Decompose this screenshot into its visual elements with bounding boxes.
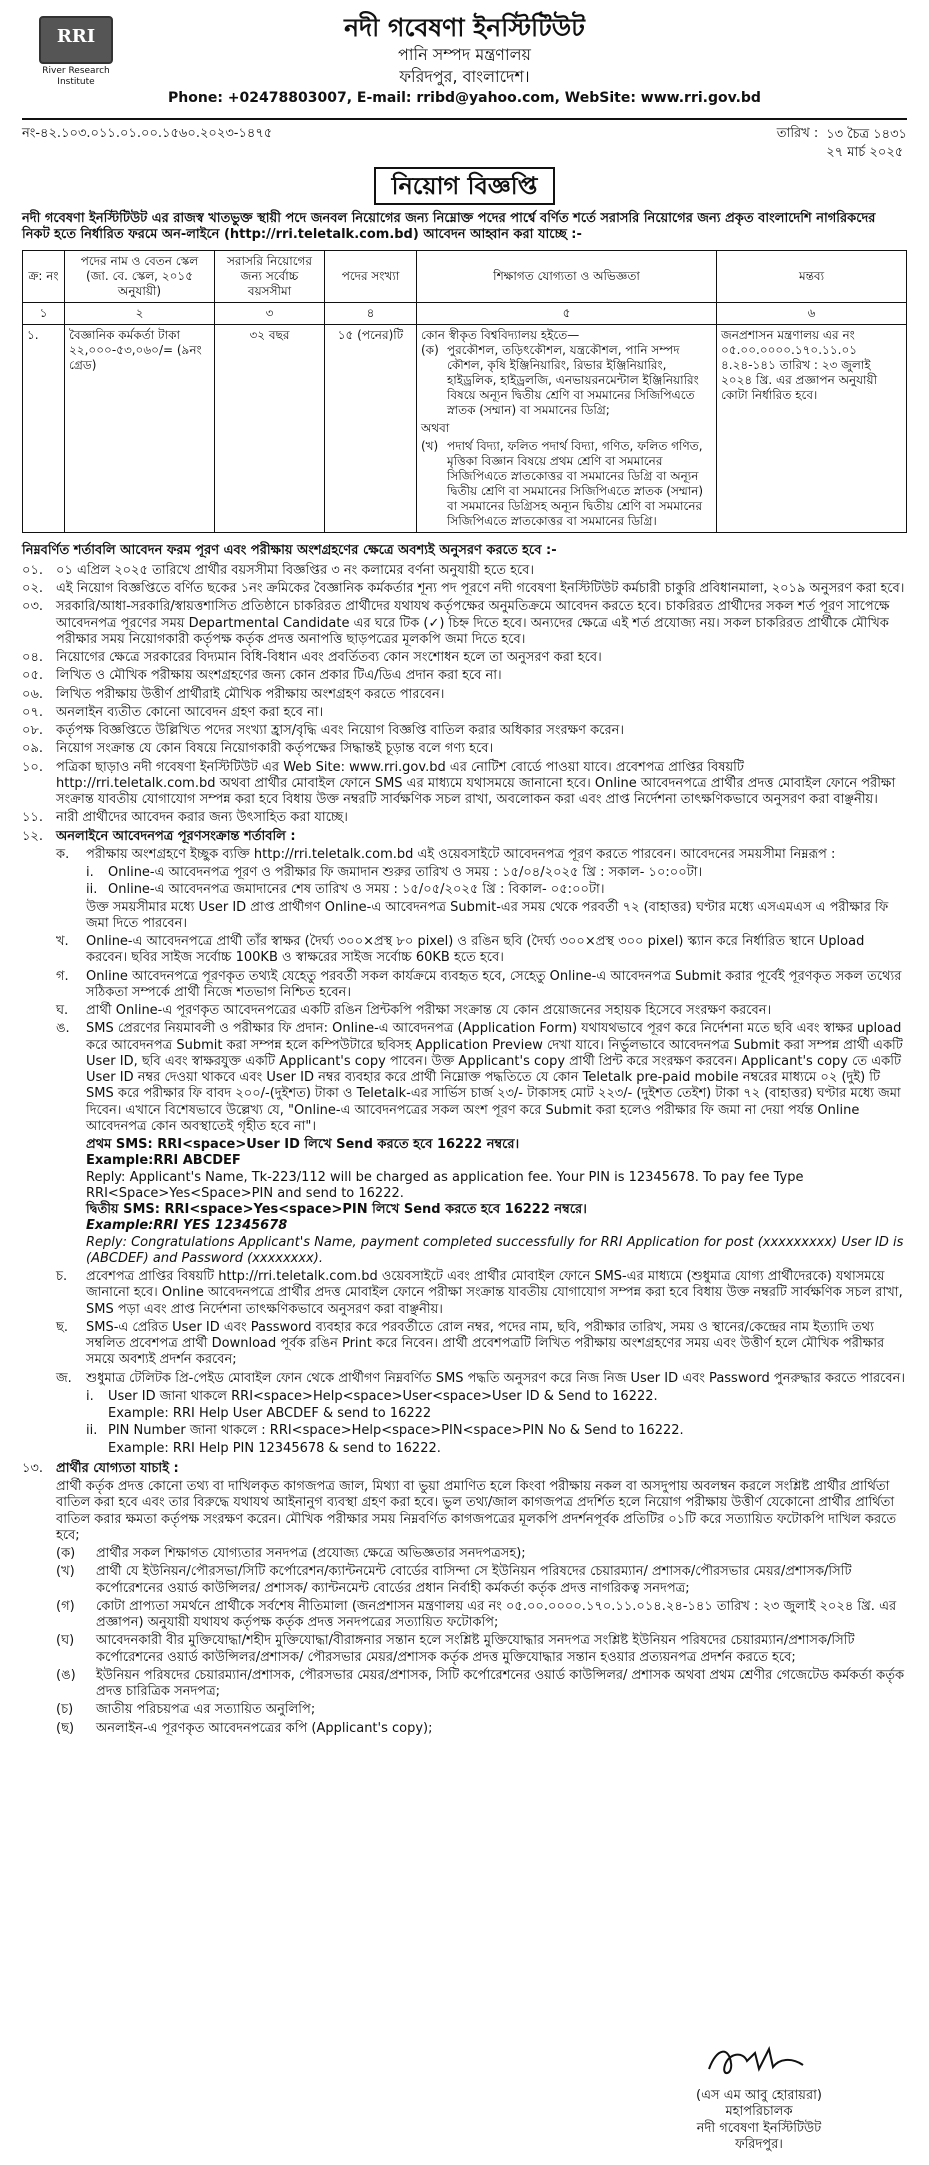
sms-first-reply: Reply: Applicant's Name, Tk-223/112 will be charged as application fee. Your PIN is 12345678. To pay fee Type RRI<Space>Yes<Space>PIN and send to 16222. [86,1169,804,1201]
list-item: (ক) প্রার্থীর সকল শিক্ষাগত যোগ্যতার সনদপত্র (প্রযোজ্য ক্ষেত্রে অভিজ্ঞতার সনদপত্রসহ); [56,1546,526,1562]
list-item: ০৬. লিখিত পরীক্ষায় উত্তীর্ণ প্রার্থীরাই মৌখিক পরীক্ষায় অংশগ্রহণ করতে পারবেন। [22,686,445,702]
signatory-name: (এস এম আবু হোরায়রা) [696,2088,822,2103]
list-item: (ঙ) ইউনিয়ন পরিষদের চেয়ারম্যান/প্রশাসক, পৌরসভার মেয়র/প্রশাসক, সিটি কর্পোরেশনের ওয়ার্ড কাউন্সিলর/ প্রশাসক অথবা প্রথম শ্রেণীর গেজেটেড কর্মকর্তা কর্তৃক প্রদত্ত চারিত্রিক সনদপত্র; [56,1667,905,1700]
logo-text: RRI [56,26,96,47]
reference-line [22,126,907,161]
sms-second-reply: Reply: Congratulations Applicant's Name, payment completed successfully for RRI Application for post (xxxxxxxxx) User ID is (ABCDEF) and Password (xxxxxxxx). [86,1234,904,1266]
list-item: (গ) কোটা প্রাপ্যতা সমর্থনে প্রার্থীকে সর্বশেষ নীতিমালা (জনপ্রশাসন মন্ত্রণালয় এর নং ০৫.০০.০০০০.১৭০.১১.০১৪.২৪-১৪১ তারিখ : ২৩ জুলাই ২০২৪ খ্রি. এর প্রজ্ঞাপন) অনুযায়ী যথাযথ কর্তৃপক্ষ কর্তৃক প্রদত্ত সনদপত্রের সত্যায়িত ফটোকপি; [56,1598,897,1631]
sms-first-example: Example:RRI ABCDEF [86,1153,241,1169]
col-serial: ক্র: নং [23,250,65,302]
table-index-row: ১ ২ ৩ ৪ ৫ ৬ [23,302,907,324]
memo-number: নং-৪২.১০৩.০১১.০১.০০.১৫৬০.২০২৩-১৪৭৫ [22,126,273,141]
header-rule [22,118,907,120]
row-qualification: কোন স্বীকৃত বিশ্ববিদ্যালয় হইতে— (ক) পুরকৌশল, তড়িৎকৌশল, যন্ত্রকৌশল, পানি সম্পদ কৌশল, কৃষি ইঞ্জিনিয়ারিং, রিভার ইঞ্জিনিয়ারিং, হাইড্রলিক, হাইড্রলজি, এনভায়রনমেন্টাল ইঞ্জিনিয়ারিং বিষয়ে অন্যূন দ্বিতীয় শ্রেণি বা সমমানের সিজিপিএতে স্নাতক (সম্মান) বা সমমানের ডিগ্রি; অথবা (খ) পদার্থ বিদ্যা, ফলিত পদার্থ বিদ্যা, গণিত, ফলিত গণিত, মৃত্তিকা বিজ্ঞান বিষয়ে প্রথম শ্রেণি বা সমমানের সিজিপিএতে স্নাতকোত্তর বা সমমানের ডিগ্রি বা অন্যূন দ্বিতীয় শ্রেণি বা সমমানের সিজিপিএতে স্নাতক (সম্মান) বা সমমানের ডিগ্রিসহ অন্যূন দ্বিতীয় শ্রেণি বা সমমানের সিজিপিএতে স্নাতকোত্তর বা সমমানের ডিগ্রি। [417,324,717,532]
list-item: (খ) প্রার্থী যে ইউনিয়ন/পৌরসভা/সিটি কর্পোরেশন/ক্যান্টনমেন্ট বোর্ডের বাসিন্দা সে ইউনিয়ন পরিষদের চেয়ারম্যান/ প্রশাসক/পৌরসভার মেয়র/প্রশাসক/সিটি কর্পোরেশনের ওয়ার্ড কাউন্সিলর/ প্রশাসক/ ক্যান্টনমেন্ট বোর্ডের প্রধান নির্বাহী কর্মকর্তা কর্তৃক প্রদত্ত নাগরিকত্ব সনদপত্র; [56,1564,852,1596]
vacancy-table [22,250,907,533]
ministry-name: পানি সম্পদ মন্ত্রণালয় [398,45,531,65]
signature-block [629,2039,889,2153]
list-item: ০৩. সরকারি/আধা-সরকারি/স্বায়ত্তশাসিত প্রতিষ্ঠানে চাকরিরত প্রার্থীদের যথাযথ কর্তৃপক্ষের অনুমতিক্রমে আবেদন করতে হবে। চাকরিরত প্রার্থীদের সকল শর্ত পূরণ সাপেক্ষে আবেদনপত্র পূরণের সময় Departmental Candidate এর ঘরে টিক (✓) চিহ্ন দিতে হবে। অন্যদের ক্ষেত্রে এই শর্ত প্রযোজ্য নয়। সকল চাকরিরত প্রার্থীকে মৌখিক পরীক্ষার সময় নিয়োগকারী কর্তৃপক্ষ কর্তৃক প্রদত্ত অনাপত্তি ছাড়পত্রের মূলকপি জমা দিতে হবে। [22,599,890,647]
row-age: ৩২ বছর [215,324,325,532]
date-bangla: ১৩ চৈত্র ১৪৩১ [826,127,907,142]
col-age: সরাসরি নিয়োগের জন্য সর্বোচ্চ বয়সসীমা [215,250,325,302]
conditions-heading: নিম্নবর্ণিত শর্তাবলি আবেদন ফরম পূরণ এবং পরীক্ষায় অংশগ্রহণের ক্ষেত্রে অবশ্যই অনুসরণ করতে হবে :- [22,542,557,558]
list-item: ০৪. নিয়োগের ক্ষেত্রে সরকারের বিদ্যমান বিধি-বিধান এবং প্রবর্তিতব্য কোন সংশোধন হলে তা অনুসরণ করা হবে। [22,650,602,666]
list-item: (ঘ) আবেদনকারী বীর মুক্তিযোদ্ধা/শহীদ মুক্তিযোদ্ধা/বীরাঙ্গনার সন্তান হলে সংশ্লিষ্ট মুক্তিযোদ্ধার সনদপত্র সংশ্লিষ্ট ইউনিয়ন পরিষদের চেয়ারম্যান/প্রশাসক/সিটি কর্পোরেশনের ওয়ার্ড কাউন্সিলর/প্রশাসক/ পৌরসভার মেয়র/প্রশাসক কর্তৃক প্রদত্ত মুক্তিযোদ্ধার সন্তান হওয়ার প্রত্যয়নপত্র প্রদর্শন করতে হবে; [56,1633,855,1665]
rri-logo [28,16,124,88]
list-item: ০১. ০১ এপ্রিল ২০২৫ তারিখে প্রার্থীর বয়সসীমা বিজ্ঞপ্তির ৩ নং কলামের বর্ণনা অনুযায়ী হতে হবে। [22,562,535,578]
row-remarks: জনপ্রশাসন মন্ত্রণালয় এর নং ০৫.০০.০০০০.১৭০.১১.০১ ৪.২৪-১৪১ তারিখ : ২৩ জুলাই ২০২৪ খ্রি. এর প্রজ্ঞাপন অনুযায়ী কোটা নির্ধারিত হবে। [717,324,907,532]
intro-paragraph: নদী গবেষণা ইনস্টিটিউট এর রাজস্ব খাতভুক্ত স্থায়ী পদে জনবল নিয়োগের জন্য নিম্নোক্ত পদের পার্শ্বে বর্ণিত শর্তে সরাসরি নিয়োগের জন্য প্রকৃত বাংলাদেশি নাগরিকদের নিকট হতে নির্ধারিত ফরমে অন-লাইনে (http://rri.teletalk.com.bd) আবেদন আহ্বান করা যাচ্ছে :- [22,211,876,243]
organization-name: নদী গবেষণা ইনস্টিটিউট [344,13,585,42]
conditions-list [22,563,907,845]
online-conditions: ক. পরীক্ষায় অংশগ্রহণে ইচ্ছুক ব্যক্তি http://rri.teletalk.com.bd এই ওয়েবসাইটে আবেদনপত্র পূরণ করতে পারবেন। আবেদনের সময়সীমা নিম্নরূপ : i. Online-এ আবেদনপত্র পূরণ ও পরীক্ষার ফি জমাদান শুরুর তারিখ ও সময় : ১৫/০৪/২০২৫ খ্রি : সকাল- ১০:০০টা। ii. Online-এ আবেদনপত্র জমাদানের শেষ তারিখ ও সময় : ১৫/০৫/২০২৫ খ্রি : বিকাল- ০৫:০০টা। উক্ত সময়সীমার মধ্যে User ID প্রাপ্ত প্রার্থীগণ Online-এ আবেদনপত্র Submit-এর সময় থেকে পরবর্তী ৭২ (বাহাত্তর) ঘণ্টার মধ্যে এসএমএস এ পরীক্ষার ফি জমা দিতে পারবেন। খ. Online-এ আবেদনপত্রে প্রার্থী তাঁর স্বাক্ষর (দৈর্ঘ্য ৩০০×প্রস্থ ৮০ pixel) ও রঙিন ছবি (দৈর্ঘ্য ৩০০×প্রস্থ ৩০০ pixel) স্ক্যান করে নির্ধারিত স্থানে Upload করবেন। ছবির সাইজ সর্বোচ্চ 100KB ও স্বাক্ষরের সাইজ সর্বোচ্চ 60KB হতে হবে। গ. Online আবেদনপত্রে পূরণকৃত তথ্যই যেহেতু পরবর্তী সকল কার্যক্রমে ব্যবহৃত হবে, সেহেতু Online-এ আবেদনপত্র Submit করার পূর্বেই পূরণকৃত সকল তথ্যের সঠিকতা সম্পর্কে প্রার্থী নিজে শতভাগ নিশ্চিত হবেন। ঘ. প্রার্থী Online-এ পূরণকৃত আবেদনপত্রের একটি রঙিন প্রিন্টকপি পরীক্ষা সংক্রান্ত যে কোন প্রয়োজনের সহায়ক হিসেবে সংরক্ষণ করবেন। ঙ. SMS প্রেরণের নিয়মাবলী ও পরীক্ষার ফি প্রদান: Online-এ আবেদনপত্র (Application Form) যথাযথভাবে পূরণ করে নির্দেশনা মতে ছবি এবং স্বাক্ষর upload করে আবেদনপত্র Submit করা সম্পন্ন হলে কম্পিউটারে ছবিসহ Application Preview দেখা যাবে। নির্ভুলভাবে আবেদনপত্র Submit করা সম্পন্ন প্রার্থী একটি User ID, ছবি এবং স্বাক্ষরযুক্ত একটি Applicant's copy পাবেন। উক্ত Applicant's copy প্রার্থী প্রিন্ট করে সংরক্ষণ করবেন। Applicant's copy তে একটি User ID নম্বর দেওয়া থাকবে এবং User ID নম্বর ব্যবহার করে প্রার্থী নিম্নোক্ত পদ্ধতিতে যে কোন Teletalk pre-paid mobile নম্বরের মাধ্যমে ০২ (দুই) টি SMS করে পরীক্ষার ফি বাবদ ২০০/-(দুইশত) টাকা ও Teletalk-এর সার্ভিস চার্জ ২৩/- টাকাসহ মোট ২২৩/- (দুইশত তেইশ) টাকা ৭২ (বাহাত্তর) ঘণ্টার মধ্যে জমা দিবেন। এখানে বিশেষভাবে উল্লেখ্য যে, "Online-এ আবেদনপত্রের সকল অংশ পূরণ করে Submit করা হলেও পরীক্ষার ফি জমা না দেয়া পর্যন্ত Online আবেদনপত্র কোন অবস্থাতেই গৃহীত হবে না"। প্রথম SMS: RRI<space>User ID লিখে Send করতে হবে 16222 নম্বরে। Example:RRI ABCDEF Reply: Applicant's Name, Tk-223/112 will be charged as application fee. Your PIN is 12345678. To pay fee Type RRI<Space>Yes<Space>PIN and send to 16222. দ্বিতীয় SMS: RRI<space>Yes<space>PIN লিখে Send করতে হবে 16222 নম্বরে। Example:RRI YES 12345678 Reply: Congratulations Applicant's Name, payment completed successfully for RRI Application for post (xxxxxxxxx) User ID is (ABCDEF) and Password (xxxxxxxx). চ. প্রবেশপত্র প্রাপ্তির বিষয়টি http://rri.teletalk.com.bd ওয়েবসাইটে এবং প্রার্থীর মোবাইল ফোনে SMS-এর মাধ্যমে (শুধুমাত্র যোগ্য প্রার্থীদেরকে) যথাসময়ে জানানো হবে। Online আবেদনপত্রে প্রার্থীর প্রদত্ত মোবাইল ফোনে পরীক্ষা সংক্রান্ত যাবতীয় যোগাযোগ সম্পন্ন করা হবে বিধায় উক্ত নম্বরটি সার্বক্ষণিক সচল রাখা, SMS পড়া এবং প্রাপ্ত নির্দেশনা তাৎক্ষণিকভাবে অনুসরণ করা বাঞ্ছনীয়। ছ. SMS-এ প্রেরিত User ID এবং Password ব্যবহার করে পরবর্তীতে রোল নম্বর, পদের নাম, ছবি, পরীক্ষার তারিখ, সময় ও স্থানের/কেন্দ্রের নাম ইত্যাদি তথ্য সম্বলিত প্রবেশপত্র প্রার্থী Download পূর্বক রঙিন Print করে নিবেন। প্রার্থী প্রবেশপত্রটি লিখিত পরীক্ষায় অংশগ্রহণের সময় এবং উত্তীর্ণ হলে মৌখিক পরীক্ষার সময়ে অবশ্যই প্রদর্শন করবেন; জ. শুধুমাত্র টেলিটক প্রি-পেইড মোবাইল ফোন থেকে প্রার্থীগণ নিম্নবর্ণিত SMS পদ্ধতি অনুসরণ করে নিজ নিজ User ID এবং Password পুনরুদ্ধার করতে পারবেন। i. User ID জানা থাকলে RRI<space>Help<space>User<space>User ID & Send to 16222. Example: RRI Help User ABCDEF & send to 16222 ii. PIN Number জানা থাকলে : RRI<space>Help<space>PIN<space>PIN No & Send to 16222. Example: RRI Help PIN 12345678 & send to 16222. [56,846,906,1456]
table-row [23,324,907,532]
sms-second-example: Example:RRI YES 12345678 [86,1218,288,1234]
signatory-place: ফরিদপুর। [735,2136,783,2152]
list-item: ০৭. অনলাইন ব্যতীত কোনো আবেদন গ্রহণ করা হবে না। [22,704,324,720]
organization-place: ফরিদপুর, বাংলাদেশ। [399,67,530,87]
row-count: ১৫ (পনের)টি [325,324,417,532]
logo-caption: River Research Institute [42,66,110,88]
sms-first: প্রথম SMS: RRI<space>User ID লিখে Send করতে হবে 16222 নম্বরে। [86,1137,520,1153]
list-item: ০৮. কর্তৃপক্ষ বিজ্ঞপ্তিতে উল্লিখিত পদের সংখ্যা হ্রাস/বৃদ্ধি এবং নিয়োগ বিজ্ঞপ্তি বাতিল করার অধিকার সংরক্ষণ করেন। [22,723,625,739]
notice-title: নিয়োগ বিজ্ঞপ্তি [374,167,556,205]
signature-mark [699,2039,819,2083]
row-post: বৈজ্ঞানিক কর্মকর্তা টাকা ২২,০০০-৫৩,০৬০/= (৯নং গ্রেড) [65,324,215,532]
letterhead [22,12,907,120]
eligibility-section: ১৩. প্রার্থীর যোগ্যতা যাচাই : প্রার্থী কর্তৃক প্রদত্ত কোনো তথ্য বা দাখিলকৃত কাগজপত্র জাল, মিথ্যা বা ভুয়া প্রমাণিত হলে কিংবা পরীক্ষায় নকল বা অসদুপায় অবলম্বন করলে সংশ্লিষ্ট প্রার্থীর প্রার্থিতা বাতিল করা হবে এবং তার বিরুদ্ধে যথাযথ আইনানুগ ব্যবস্থা গ্রহণ করা হবে। ভুল তথ্য/জাল কাগজপত্র প্রদর্শিত হলে নিয়োগ পরীক্ষায় উত্তীর্ণ যেকোনো প্রার্থীর প্রার্থিতা বাতিল করার ক্ষমতা কর্তৃপক্ষ সংরক্ষণ করেন। মৌখিক পরীক্ষার সময় নিম্নবর্ণিত কাগজপত্রের মূলকপি প্রদর্শনপূর্বক প্রতিটির ০১টি করে সত্যায়িত ফটোকপি দাখিল করতে হবে; (ক) প্রার্থীর সকল শিক্ষাগত যোগ্যতার সনদপত্র (প্রযোজ্য ক্ষেত্রে অভিজ্ঞতার সনদপত্রসহ); (খ) প্রার্থী যে ইউনিয়ন/পৌরসভা/সিটি কর্পোরেশন/ক্যান্টনমেন্ট বোর্ডের বাসিন্দা সে ইউনিয়ন পরিষদের চেয়ারম্যান/ প্রশাসক/পৌরসভার মেয়র/প্রশাসক/সিটি কর্পোরেশনের ওয়ার্ড কাউন্সিলর/ প্রশাসক/ ক্যান্টনমেন্ট বোর্ডের প্রধান নির্বাহী কর্মকর্তা কর্তৃক প্রদত্ত নাগরিকত্ব সনদপত্র; (গ) কোটা প্রাপ্যতা সমর্থনে প্রার্থীকে সর্বশেষ নীতিমালা (জনপ্রশাসন মন্ত্রণালয় এর নং ০৫.০০.০০০০.১৭০.১১.০১৪.২৪-১৪১ তারিখ : ২৩ জুলাই ২০২৪ খ্রি. এর প্রজ্ঞাপন) অনুযায়ী যথাযথ কর্তৃপক্ষ কর্তৃক প্রদত্ত সনদপত্রের সত্যায়িত ফটোকপি; (ঘ) আবেদনকারী বীর মুক্তিযোদ্ধা/শহীদ মুক্তিযোদ্ধা/বীরাঙ্গনার সন্তান হলে সংশ্লিষ্ট মুক্তিযোদ্ধার সনদপত্র সংশ্লিষ্ট ইউনিয়ন পরিষদের চেয়ারম্যান/প্রশাসক/সিটি কর্পোরেশনের ওয়ার্ড কাউন্সিলর/প্রশাসক/ পৌরসভার মেয়র/প্রশাসক কর্তৃক প্রদত্ত মুক্তিযোদ্ধার সন্তান হওয়ার প্রত্যয়নপত্র প্রদর্শন করতে হবে; (ঙ) ইউনিয়ন পরিষদের চেয়ারম্যান/প্রশাসক, পৌরসভার মেয়র/প্রশাসক, সিটি কর্পোরেশনের ওয়ার্ড কাউন্সিলর/ প্রশাসক অথবা প্রথম শ্রেণীর গেজেটেড কর্মকর্তা কর্তৃক প্রদত্ত চারিত্রিক সনদপত্র; (চ) জাতীয় পরিচয়পত্র এর সত্যায়িত অনুলিপি; (ছ) অনলাইন-এ পূরণকৃত আবেদনপত্রের কপি (Applicant's copy); [22,1461,907,1737]
col-qualification: শিক্ষাগত যোগ্যতা ও অভিজ্ঞতা [417,250,717,302]
list-item: ১২. অনলাইনে আবেদনপত্র পূরণসংক্রান্ত শর্তাবলি : [22,828,296,844]
signatory-org: নদী গবেষণা ইনস্টিটিউট [696,2120,822,2136]
list-item: ০৯. নিয়োগ সংক্রান্ত যে কোন বিষয়ে নিয়োগকারী কর্তৃপক্ষের সিদ্ধান্তই চূড়ান্ত বলে গণ্য হবে। [22,741,494,757]
date-block [777,126,907,161]
list-item: ০২. এই নিয়োগ বিজ্ঞপ্তিতে বর্ণিত ছকের ১নং ক্রমিকের বৈজ্ঞানিক কর্মকর্তার শূন্য পদ পূরণে নদী গবেষণা ইনস্টিটিউট কর্মচারী চাকুরি প্রবিধানমালা, ২০১৯ অনুসরণ করা হবে। [22,581,905,597]
list-item: ১১. নারী প্রার্থীদের আবেদন করার জন্য উৎসাহিত করা যাচ্ছে। [22,810,348,826]
signatory-designation: মহাপরিচালক [725,2104,793,2120]
col-remarks: মন্তব্য [717,250,907,302]
date-english: ২৭ মার্চ ২০২৫ [826,144,904,160]
col-count: পদের সংখ্যা [325,250,417,302]
list-item: (চ) জাতীয় পরিচয়পত্র এর সত্যায়িত অনুলিপি; [56,1702,316,1718]
list-item: ১০. পত্রিকা ছাড়াও নদী গবেষণা ইনস্টিটিউট এর Web Site: www.rri.gov.bd এর নোটিশ বোর্ডে পাওয়া যাবে। প্রবেশপত্র প্রাপ্তির বিষয়টি http://rri.teletalk.com.bd অথবা প্রার্থীর মোবাইল ফোনে SMS এর মাধ্যমে যথাসময়ে জানানো হবে। Online আবেদনপত্রে প্রার্থীর প্রদত্ত মোবাইল ফোনে পরীক্ষা সংক্রান্ত যাবতীয় যোগাযোগ সম্পন্ন করা হবে বিধায় উক্ত নম্বরটি সার্বক্ষণিক সচল রাখা, অবলোকন করা এবং প্রাপ্ত নির্দেশনা তাৎক্ষণিকভাবে অনুসরণ করা বাঞ্ছনীয়। [22,759,896,808]
table-header-row [23,250,907,302]
col-post: পদের নাম ও বেতন স্কেল (জা. বে. স্কেল, ২০১৫ অনুযায়ী) [65,250,215,302]
list-item: (ছ) অনলাইন-এ পূরণকৃত আবেদনপত্রের কপি (Applicant's copy); [56,1720,433,1736]
sms-second: দ্বিতীয় SMS: RRI<space>Yes<space>PIN লিখে Send করতে হবে 16222 নম্বরে। [86,1202,587,1218]
list-item: ০৫. লিখিত ও মৌখিক পরীক্ষায় অংশগ্রহণের জন্য কোন প্রকার টিএ/ডিএ প্রদান করা হবে না। [22,668,502,684]
row-serial: ১. [23,324,65,532]
contact-line: Phone: +02478803007, E-mail: rribd@yahoo.com, WebSite: www.rri.gov.bd [168,90,761,107]
date-label: তারিখ : [776,126,819,141]
